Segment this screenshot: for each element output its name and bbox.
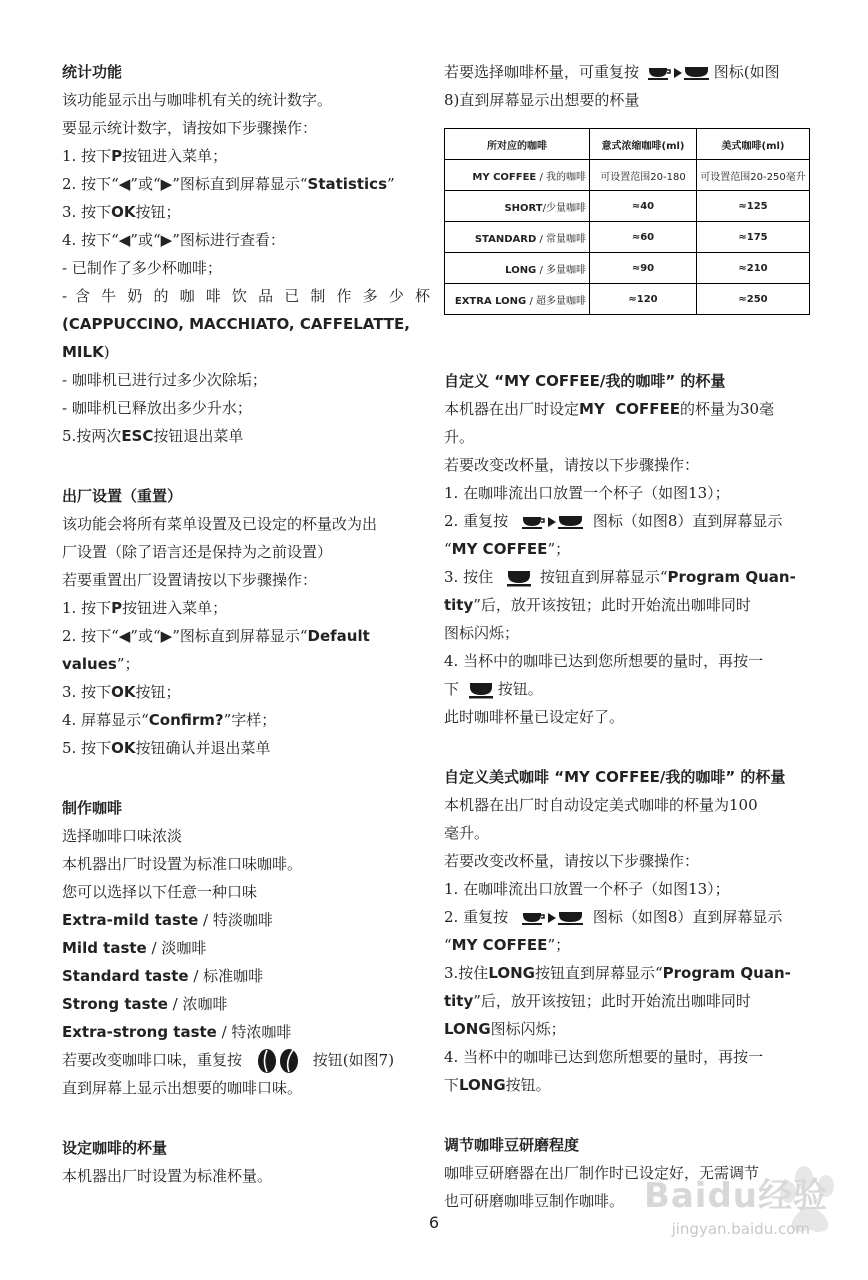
key-label: P (111, 599, 123, 617)
text: 按钮直到屏幕显示“ (539, 568, 668, 586)
key-label: OK (111, 739, 136, 757)
text-line: 直到屏幕上显示出想要的咖啡口味。 (62, 1079, 303, 1097)
screen-text: MY COFFEE (451, 936, 548, 954)
text: ”或“ (130, 231, 161, 249)
text: ) (103, 343, 110, 361)
text: 3. 按下 (62, 203, 112, 221)
text: 下 (444, 1076, 460, 1094)
text-line: 毫升。 (444, 824, 490, 842)
screen-text: tity (444, 992, 474, 1010)
text-line: 咖啡豆研磨器在出厂制作时已设定好，无需调节 (444, 1164, 760, 1182)
row-name: SHORT (504, 202, 543, 214)
text: 按钮； (135, 683, 181, 701)
text: ”或“ (130, 175, 161, 193)
table-cell: ≈40 (590, 191, 697, 222)
step-2-cont (444, 535, 812, 563)
spacer (444, 731, 812, 763)
text: 4. 按下“ (62, 231, 119, 249)
left-arrow-icon: ◀ (118, 627, 131, 645)
screen-text: values (62, 655, 117, 673)
row-name-cn: / 我的咖啡 (536, 171, 586, 183)
step-3 (62, 678, 430, 706)
row-name-cn: / 多量咖啡 (536, 264, 586, 276)
text: ”； (547, 936, 571, 954)
table-header: 美式咖啡(ml) (697, 129, 810, 160)
text: 按钮； (135, 203, 181, 221)
taste-instruction (62, 1046, 430, 1074)
row-name: EXTRA LONG (454, 295, 527, 307)
left-arrow-icon: ◀ (118, 175, 131, 193)
key-label: OK (111, 203, 136, 221)
text: ”字样； (223, 711, 277, 729)
step-4 (62, 706, 430, 734)
text: / 浓咖啡 (167, 995, 228, 1013)
step-3-cont (444, 591, 812, 619)
text: 3.按住 (444, 964, 489, 982)
step-4: 4. 当杯中的咖啡已达到您所想要的量时，再按一 (444, 652, 764, 670)
text: ”或“ (130, 627, 161, 645)
text: 下 (444, 680, 460, 698)
text: 5. 按下 (62, 739, 112, 757)
table-row (445, 284, 810, 315)
text-line: 本机器出厂时设置为标准口味咖啡。 (62, 855, 303, 873)
row-name-cn: / 超多量咖啡 (526, 295, 586, 307)
table-row (445, 191, 810, 222)
text-line: 本机器在出厂时自动设定美式咖啡的杯量为100 (444, 796, 758, 814)
step-4-cont (444, 1071, 812, 1099)
espresso-cup-icon (506, 569, 532, 587)
step-4-cont (444, 675, 812, 703)
my-coffee-heading: 自定义 “MY COFFEE/我的咖啡” 的杯量 (444, 372, 726, 390)
text: 按钮进入菜单； (122, 599, 228, 617)
table-cell: ≈120 (590, 284, 697, 315)
statistics-heading: 统计功能 (62, 63, 123, 81)
key-label: MY COFFEE (579, 400, 680, 418)
cup-arrow-cup-icon (521, 910, 585, 926)
text: 3. 按下 (62, 683, 112, 701)
text: 2. 按下“ (62, 627, 119, 645)
detail-line: - 已制作了多少杯咖啡； (62, 259, 222, 277)
volume-intro (444, 58, 812, 86)
text-line: 若要改变改杯量，请按以下步骤操作： (444, 852, 700, 870)
text-line: 若要改变改杯量，请按以下步骤操作： (444, 456, 700, 474)
text: / 特浓咖啡 (216, 1023, 292, 1041)
text: 按钮进入菜单； (122, 147, 228, 165)
step-2 (444, 903, 812, 931)
text: 按钮直到屏幕显示“ (534, 964, 663, 982)
detail-line: (CAPPUCCINO, MACCHIATO, CAFFELATTE, (62, 315, 410, 333)
text-line: 该功能会将所有菜单设置及已设定的杯量改为出 (62, 515, 378, 533)
left-column (62, 58, 430, 1190)
page-number: 6 (428, 1213, 440, 1232)
spacer (62, 762, 430, 794)
table-cell: ≈250 (697, 284, 810, 315)
screen-text: Default (307, 627, 370, 645)
taste-name: Extra-strong taste (62, 1023, 217, 1041)
watermark-url: jingyan.baidu.com (671, 1220, 810, 1238)
text: 若要选择咖啡杯量，可重复按 (444, 63, 640, 81)
key-label: LONG (488, 964, 535, 982)
text-line: 要显示统计数字，请按如下步骤操作： (62, 119, 318, 137)
table-cell: 可设置范围20-250毫升 (697, 160, 810, 191)
text: ” (387, 175, 395, 193)
text: 3. 按住 (444, 568, 494, 586)
taste-option (62, 962, 430, 990)
detail-line: - 咖啡机已进行过多少次除垢； (62, 371, 267, 389)
table-cell (445, 160, 590, 191)
text: 按钮(如图7) (312, 1051, 395, 1069)
row-name: LONG (505, 264, 537, 276)
text-line: 8)直到屏幕显示出想要的杯量 (444, 91, 640, 109)
text: 4. 屏幕显示“ (62, 711, 149, 729)
text: 图标闪烁； (490, 1020, 566, 1038)
text-line: 本机器出厂时设置为标准杯量。 (62, 1167, 273, 1185)
key-label: ESC (121, 427, 154, 445)
table-cell (445, 253, 590, 284)
text: 1. 按下 (62, 147, 112, 165)
text: 按钮。 (505, 1076, 551, 1094)
row-name-cn: /少量咖啡 (542, 202, 586, 214)
text: ”图标直到屏幕显示“ (172, 627, 308, 645)
spacer (444, 315, 812, 367)
step-4: 4. 当杯中的咖啡已达到您所想要的量时，再按一 (444, 1048, 764, 1066)
step-1 (62, 142, 430, 170)
text: “ (444, 540, 452, 558)
americano-heading: 自定义美式咖啡 “MY COFFEE/我的咖啡” 的杯量 (444, 768, 786, 786)
table-cell: ≈210 (697, 253, 810, 284)
key-label: P (111, 147, 123, 165)
text: / 标准咖啡 (188, 967, 264, 985)
table-row (445, 222, 810, 253)
table-cell: ≈90 (590, 253, 697, 284)
text-line: 选择咖啡口味浓淡 (62, 827, 183, 845)
right-arrow-icon: ▶ (160, 231, 173, 249)
screen-text: tity (444, 596, 474, 614)
taste-option (62, 934, 430, 962)
step-2 (62, 170, 430, 198)
table-cell (445, 191, 590, 222)
text: ”后，放开该按钮；此时开始流出咖啡同时 (473, 992, 751, 1010)
text: 的杯量为30毫 (680, 400, 775, 418)
step-5 (62, 734, 430, 762)
text: 图标(如图 (713, 63, 780, 81)
step-2-cont (444, 931, 812, 959)
step-2 (62, 622, 430, 650)
key-label: LONG (459, 1076, 506, 1094)
taste-name: Mild taste (62, 939, 147, 957)
table-header: 所对应的咖啡 (445, 129, 590, 160)
text: ”； (116, 655, 140, 673)
right-column (444, 58, 812, 1215)
cup-volume-heading: 设定咖啡的杯量 (62, 1139, 168, 1157)
text: “ (444, 936, 452, 954)
text: 2. 按下“ (62, 175, 119, 193)
taste-option (62, 1018, 430, 1046)
step-1: 1. 在咖啡流出口放置一个杯子（如图13）； (444, 484, 730, 502)
step-2-cont (62, 650, 430, 678)
text-line (444, 395, 812, 423)
table-row (445, 160, 810, 191)
step-1: 1. 在咖啡流出口放置一个杯子（如图13）； (444, 880, 730, 898)
text: 5.按两次 (62, 427, 122, 445)
spacer (62, 1102, 430, 1134)
cup-volume-table (444, 128, 810, 315)
table-cell (445, 222, 590, 253)
text-line: 也可研磨咖啡豆制作咖啡。 (444, 1192, 625, 1210)
text: ”图标直到屏幕显示“ (172, 175, 308, 193)
step-3 (444, 563, 812, 591)
text: 按钮确认并退出菜单 (135, 739, 271, 757)
text: 本机器在出厂时设定 (444, 400, 580, 418)
table-header-row (445, 129, 810, 160)
watermark-text: Baidu经验 (643, 1176, 828, 1216)
table-cell: ≈60 (590, 222, 697, 253)
screen-text: Program Quan- (667, 568, 796, 586)
screen-text: Confirm? (148, 711, 224, 729)
espresso-cup-icon (468, 681, 494, 699)
text: 图标（如图8）直到屏幕显示 (592, 908, 783, 926)
step-3 (444, 959, 812, 987)
table-cell: ≈125 (697, 191, 810, 222)
grind-heading: 调节咖啡豆研磨程度 (444, 1136, 580, 1154)
text-line: 该功能显示出与咖啡机有关的统计数字。 (62, 91, 333, 109)
step-1 (62, 594, 430, 622)
table-cell: ≈175 (697, 222, 810, 253)
key-label: OK (111, 683, 136, 701)
screen-text: Statistics (307, 175, 387, 193)
row-name: MY COFFEE (472, 171, 537, 183)
cup-arrow-cup-icon (521, 514, 585, 530)
text-line: 您可以选择以下任意一种口味 (62, 883, 258, 901)
text: / 特淡咖啡 (198, 911, 273, 929)
taste-option (62, 990, 430, 1018)
spacer (62, 450, 430, 482)
key-label: LONG (444, 1020, 491, 1038)
text: MILK (62, 343, 104, 361)
taste-option (62, 906, 430, 934)
row-name: STANDARD (474, 233, 537, 245)
taste-name: Standard taste (62, 967, 189, 985)
table-header: 意式浓缩咖啡(ml) (590, 129, 697, 160)
detail-line (62, 338, 430, 366)
text: 1. 按下 (62, 599, 112, 617)
cup-arrow-cup-icon (647, 65, 711, 81)
text-line: 图标闪烁； (444, 624, 520, 642)
step-4 (62, 226, 430, 254)
table-cell (445, 284, 590, 315)
text: ”； (547, 540, 571, 558)
text-line: 若要重置出厂设置请按以下步骤操作： (62, 571, 318, 589)
table-row (445, 253, 810, 284)
text: 若要改变咖啡口味，重复按 (62, 1051, 243, 1069)
table-cell: 可设置范围20-180 (590, 160, 697, 191)
text: / 淡咖啡 (146, 939, 207, 957)
text: 2. 重复按 (444, 908, 509, 926)
detail-line: - 含 牛 奶 的 咖 啡 饮 品 已 制 作 多 少 杯 (62, 287, 430, 305)
text: 按钮退出菜单 (153, 427, 244, 445)
text: ”后，放开该按钮；此时开始流出咖啡同时 (473, 596, 751, 614)
detail-line: - 咖啡机已释放出多少升水； (62, 399, 252, 417)
screen-text: Program Quan- (662, 964, 791, 982)
row-name-cn: / 常量咖啡 (536, 233, 586, 245)
left-arrow-icon: ◀ (118, 231, 131, 249)
right-arrow-icon: ▶ (160, 627, 173, 645)
right-arrow-icon: ▶ (160, 175, 173, 193)
screen-text: MY COFFEE (451, 540, 548, 558)
taste-name: Extra-mild taste (62, 911, 199, 929)
text-line: 升。 (444, 428, 475, 446)
text-line: 此时咖啡杯量已设定好了。 (444, 708, 625, 726)
step-3 (62, 198, 430, 226)
text: 2. 重复按 (444, 512, 509, 530)
step-3-cont (444, 1015, 812, 1043)
taste-name: Strong taste (62, 995, 168, 1013)
text: 图标（如图8）直到屏幕显示 (592, 512, 783, 530)
coffee-beans-icon (255, 1048, 305, 1074)
text-line: 厂设置（除了语言还是保持为之前设置） (62, 543, 333, 561)
step-3-cont (444, 987, 812, 1015)
text: ”图标进行查看： (172, 231, 285, 249)
brew-coffee-heading: 制作咖啡 (62, 799, 123, 817)
factory-reset-heading: 出厂设置（重置） (62, 487, 183, 505)
step-5 (62, 422, 430, 450)
spacer (444, 1099, 812, 1131)
step-2 (444, 507, 812, 535)
text: 按钮。 (497, 680, 543, 698)
